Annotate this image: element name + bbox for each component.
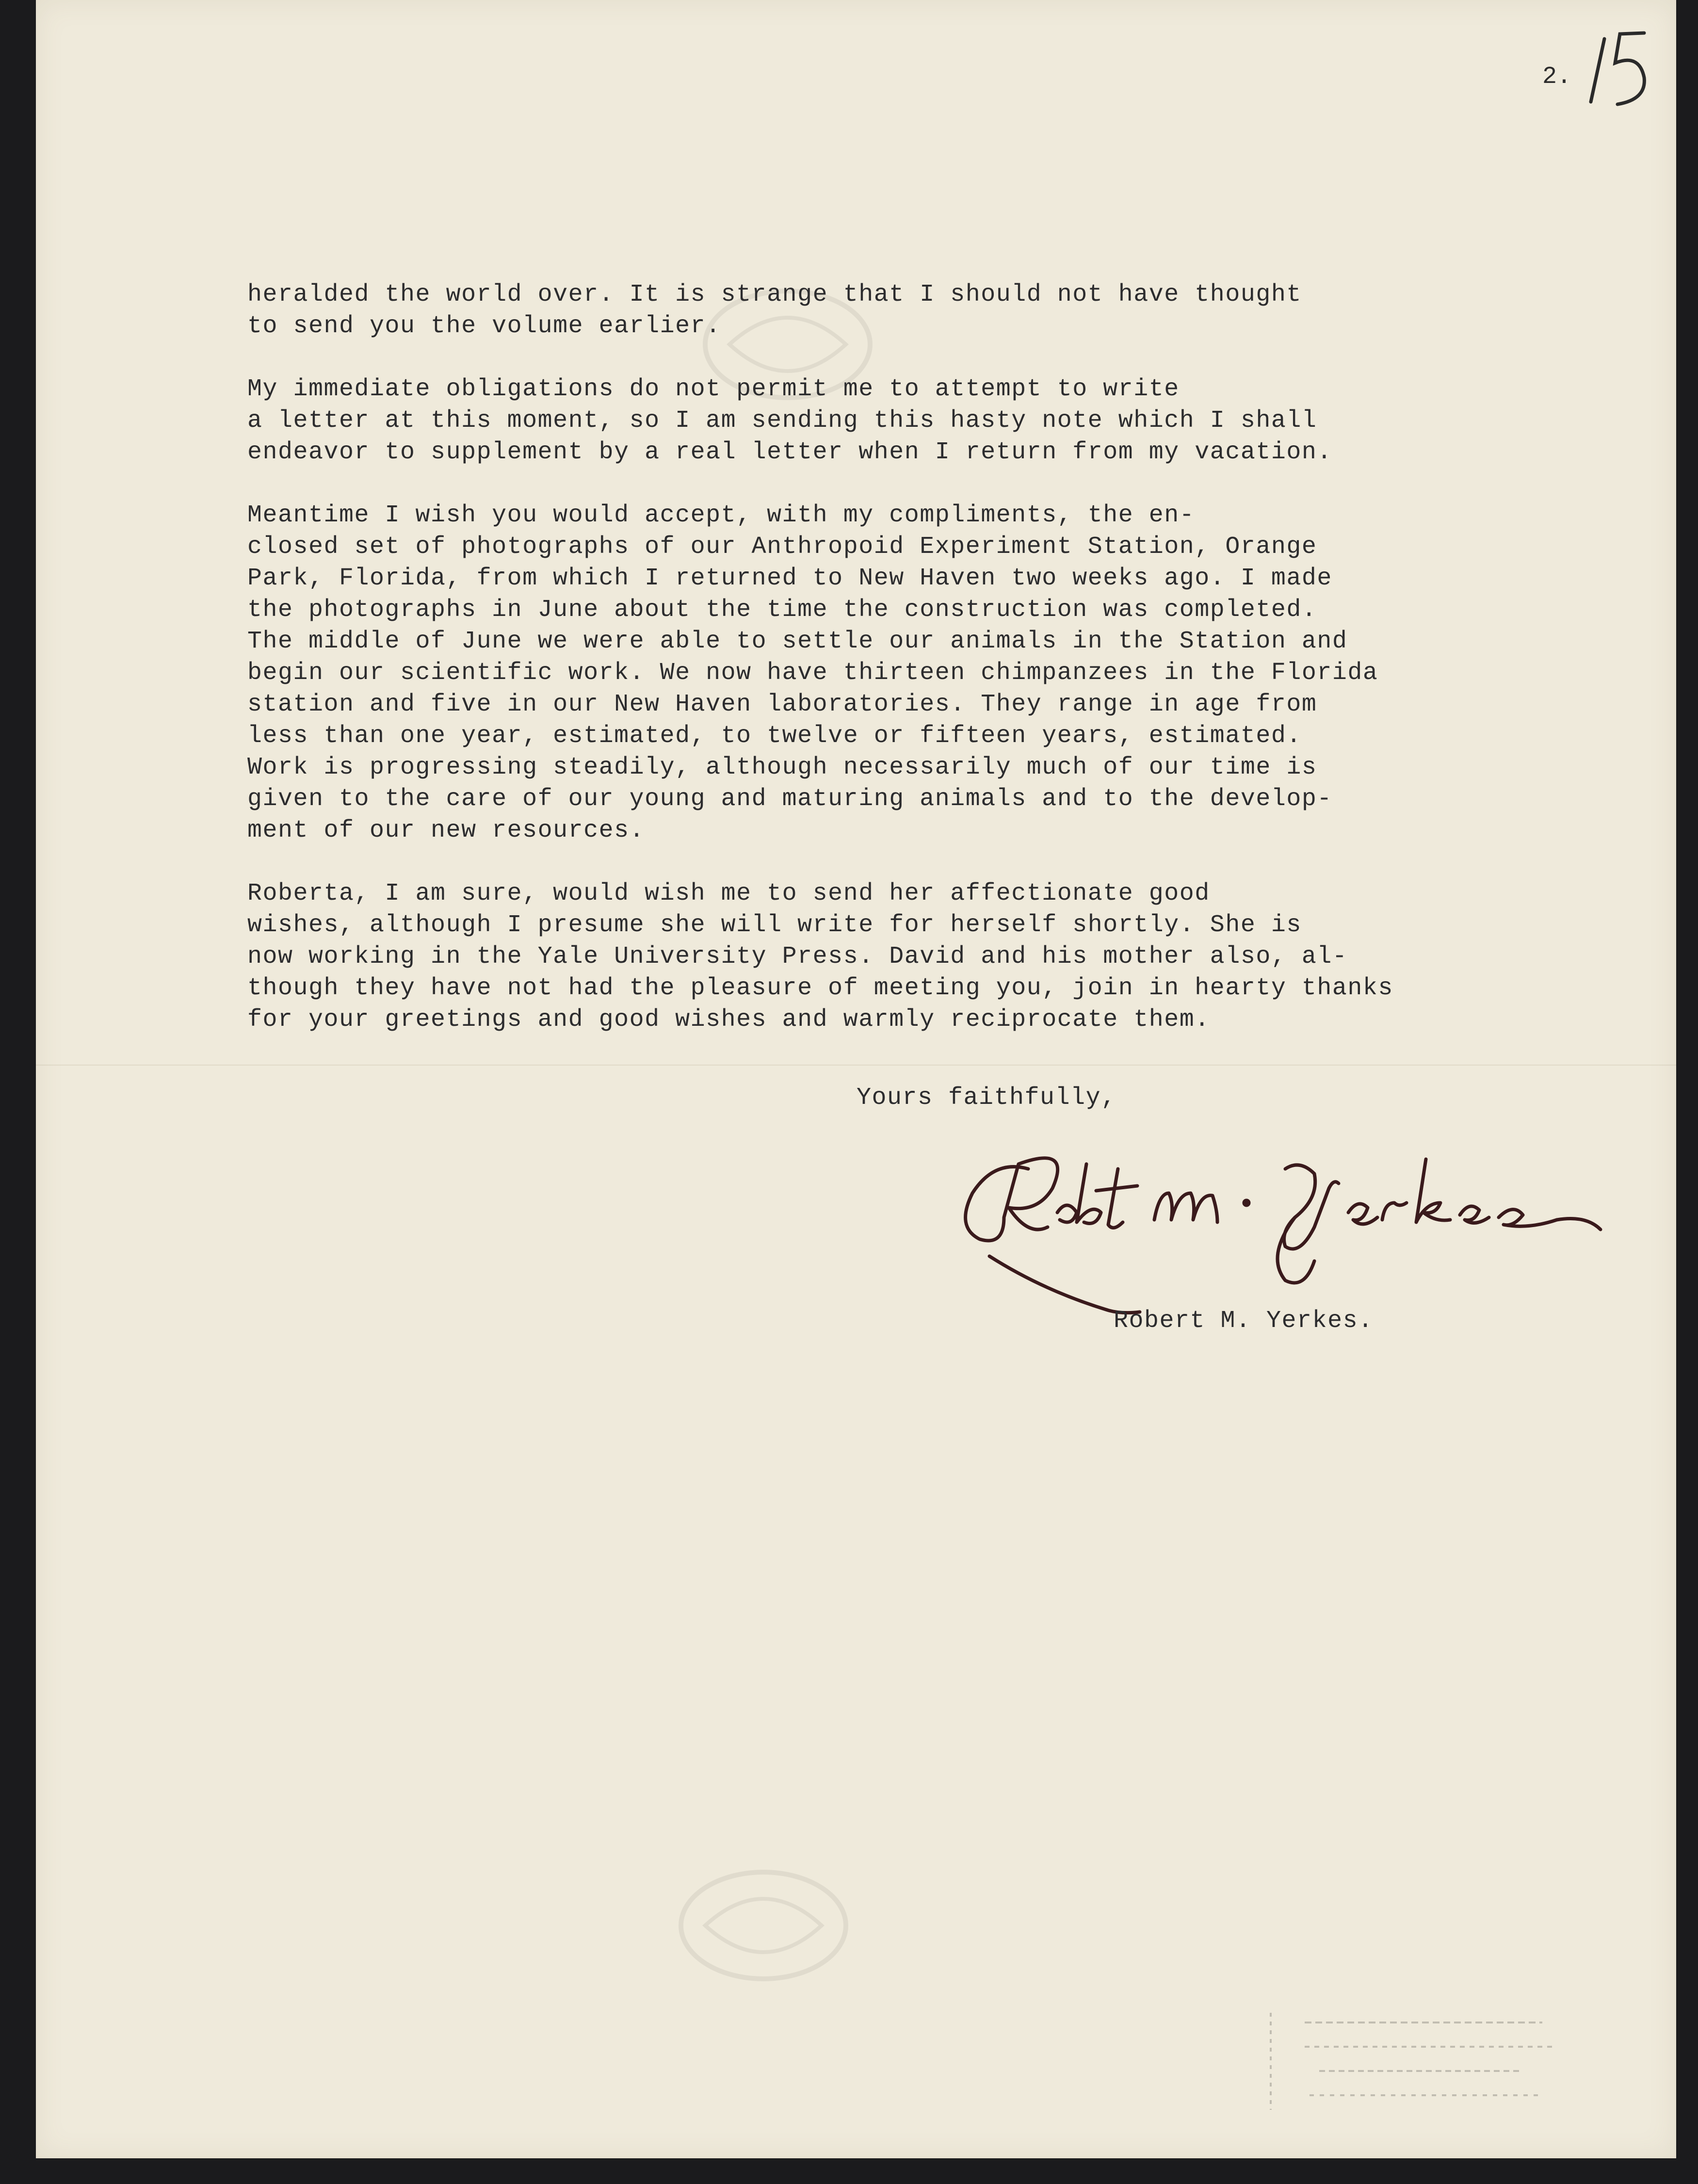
paragraph-1: heralded the world over. It is strange that I should not have thought to send you the volume earlier. bbox=[247, 281, 1302, 340]
watermark-emblem-bottom bbox=[666, 1853, 860, 1998]
paragraph-4: Roberta, I am sure, would wish me to send her affectionate good wishes, although I presume she will write for herself shortly. She is now working in the Yale University Press. David and his mother also, al- though they have not had the pleasure of meeting you, join in hearty thanks for your greetings and good wishes and warmly reciprocate them. bbox=[247, 880, 1393, 1034]
page-number: 2. bbox=[1542, 63, 1572, 91]
closing-salutation: Yours faithfully, bbox=[857, 1084, 1116, 1112]
archive-stamp bbox=[1251, 2003, 1562, 2119]
paragraph-2: My immediate obligations do not permit me to attempt to write a letter at this moment, so I am sending this hasty note which I shall endeavor to supplement by a real letter when I return from my vacation. bbox=[247, 375, 1332, 466]
handwritten-signature bbox=[946, 1130, 1649, 1329]
typed-signature-name: Robert M. Yerkes. bbox=[1114, 1307, 1374, 1335]
letter-body bbox=[247, 279, 1654, 1067]
handwritten-page-number bbox=[1576, 19, 1673, 116]
paragraph-3: Meantime I wish you would accept, with my compliments, the en- closed set of photographs of our Anthropoid Experiment Station, Orange Park, Florida, from which I returned to New Haven two weeks ago. I made the photographs in June about the time the construction was completed. The middle of June we were able to settle our animals in the Station and begin our scientific work. We now have thirteen chimpanzees in the Florida station and five in our New Haven laboratories. They range in age from less than one year, estimated, to twelve or fifteen years, estimated. Work is progressing steadily, although necessarily much of our time is given to the care of our young and maturing animals and to the develop- ment of our new resources. bbox=[247, 502, 1378, 844]
